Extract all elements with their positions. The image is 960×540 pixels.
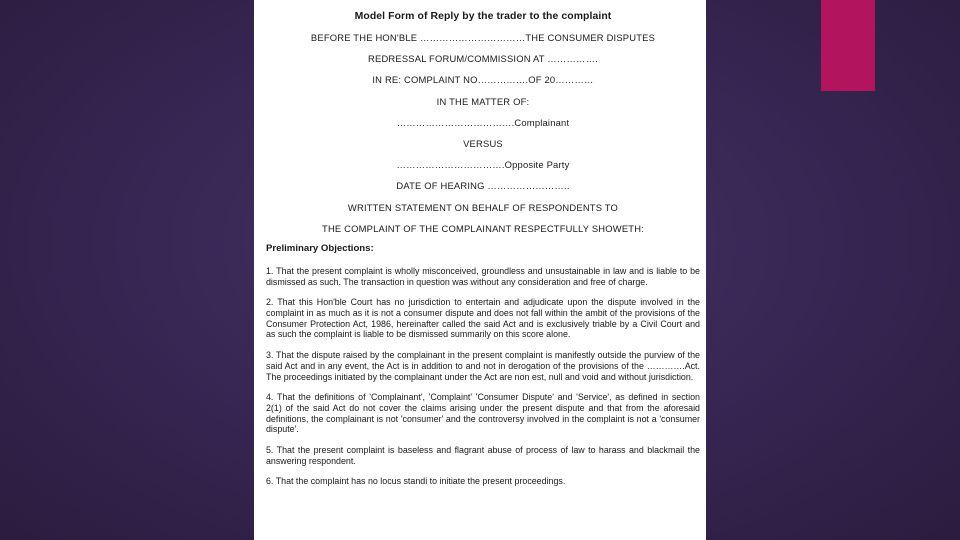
complaint-number-line: IN RE: COMPLAINT NO…………….OF 20………… [372, 74, 594, 86]
document-page [254, 0, 706, 540]
opposite-party-line: …………………………….Opposite Party [396, 159, 570, 171]
objection-paragraph-4: 4. That the definitions of 'Complainant', 'Complaint' 'Consumer Dispute' and 'Service', as defined in section 2(1) of the said Act do not cover the claims arising under the present dispute and that from the aforesaid definitions, the complainant is not 'consumer' and the controversy involved in the complaint is not a 'consumer dispute'. [266, 392, 700, 435]
written-statement-line: WRITTEN STATEMENT ON BEHALF OF RESPONDENTS TO [347, 201, 619, 213]
forum-line: REDRESSAL FORUM/COMMISSION AT ……………. [368, 53, 598, 65]
matter-line: IN THE MATTER OF: [436, 95, 530, 107]
objection-paragraph-5: 5. That the present complaint is baseless and flagrant abuse of process of law to harass and blackmail the answering respondent. [266, 445, 700, 466]
complainant-line: ……………………………….Complainant [396, 116, 570, 128]
preliminary-objections-heading: Preliminary Objections: [266, 242, 374, 254]
objection-paragraph-1: 1. That the present complaint is wholly misconceived, groundless and unsustainable in law and is liable to be dismissed as such. The transaction in question was without any consideration and free of charge. [266, 265, 700, 287]
objection-paragraph-6: 6. That the complaint has no locus standi to initiate the present proceedings. [266, 476, 566, 487]
versus-line: VERSUS [463, 137, 503, 149]
objection-paragraph-3: 3. That the dispute raised by the complainant in the present complaint is manifestly outside the purview of the said Act and in any event, the Act is in addition to and not in derogation of the provisions of the ………….Act. The proceedings initiated by the complainant under the Act are non est, null and void and without jurisdiction. [266, 350, 700, 382]
showeth-line: THE COMPLAINT OF THE COMPLAINANT RESPECTFULLY SHOWETH: [322, 222, 644, 234]
objection-paragraph-2: 2. That this Hon'ble Court has no jurisdiction to entertain and adjudicate upon the dispute involved in the complaint in as much as it is not a consumer dispute and does not fall within the ambit of the provisions of the Consumer Protection Act, 1986, hereinafter called the said Act and is exclusively triable by a Civil Court and as such the complaint is liable to be dismissed summarily on this score alone. [266, 297, 700, 340]
hearing-date-line: DATE OF HEARING …………………….. [396, 180, 570, 192]
accent-bar [821, 0, 875, 91]
document-title: Model Form of Reply by the trader to the complaint [354, 11, 612, 22]
court-line: BEFORE THE HON'BLE ……………………………THE CONSUMER DISPUTES [310, 32, 656, 43]
